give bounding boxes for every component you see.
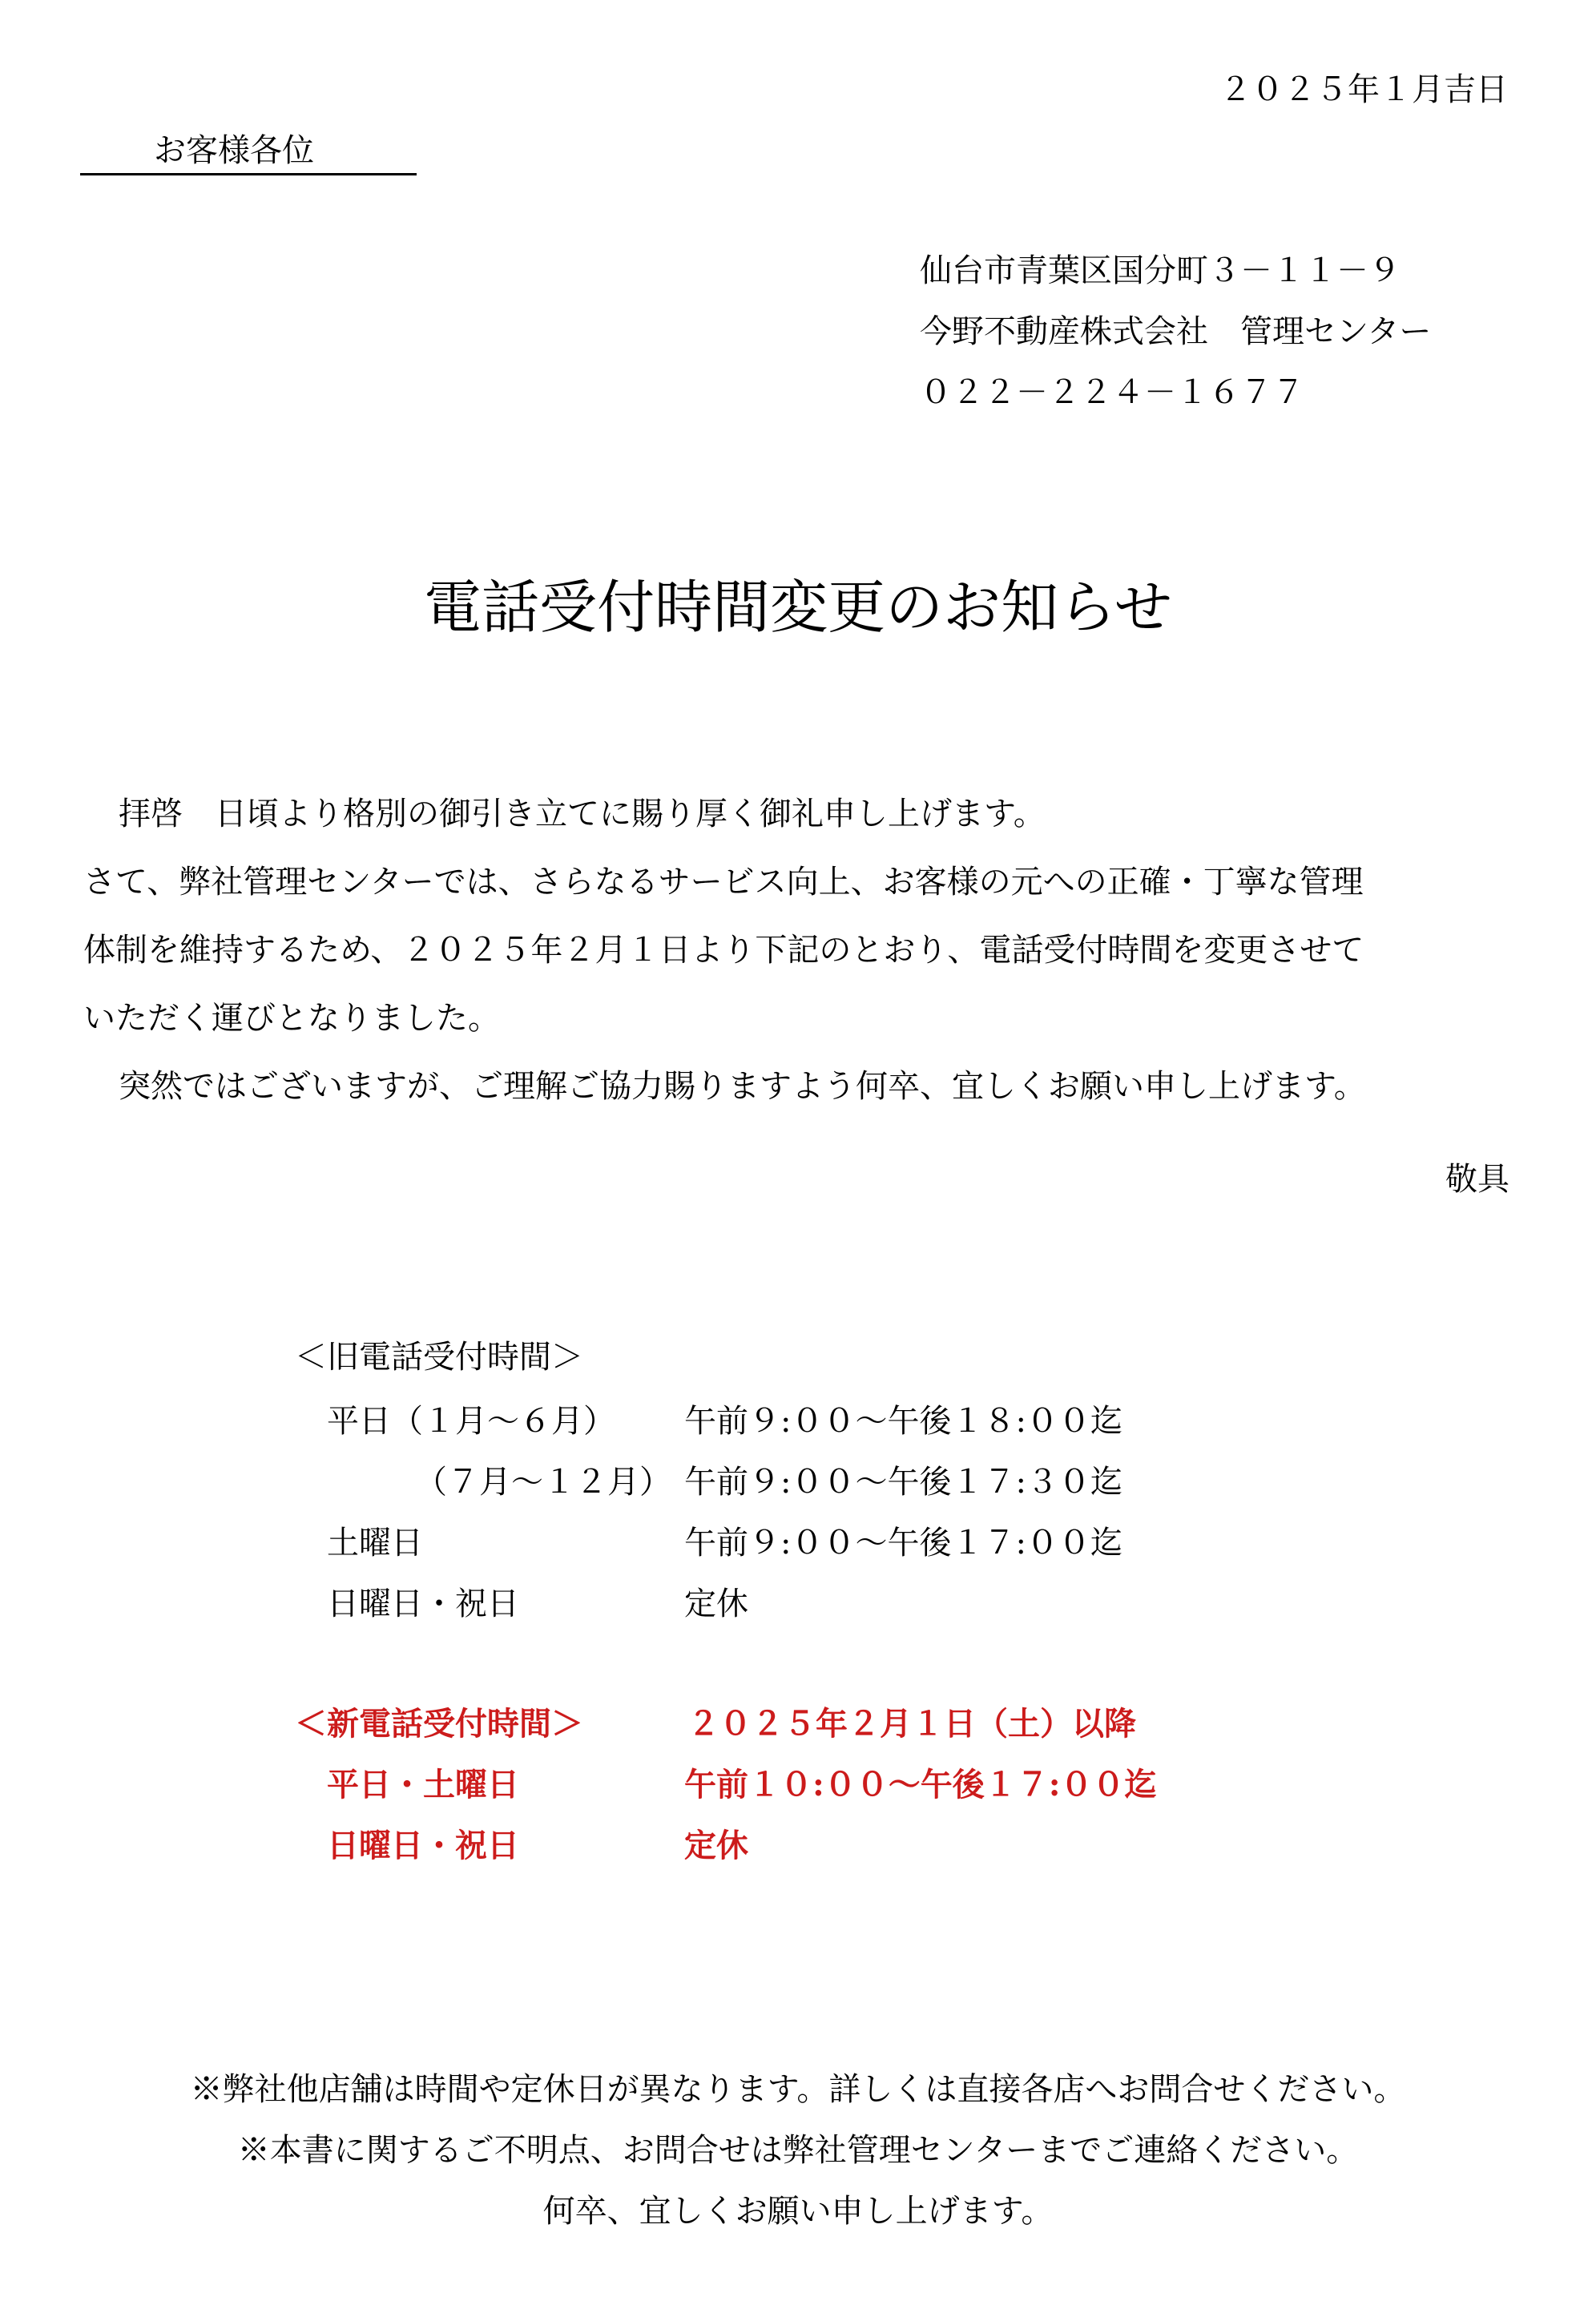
sender-phone: ０２２－２２４－１６７７: [920, 374, 1304, 411]
old-hours-label: 平日（１月～６月）: [327, 1403, 615, 1440]
old-hours-row: [327, 1527, 1288, 1562]
new-hours-heading-row: [295, 1705, 1336, 1743]
document-title: 電話受付時間変更のお知らせ: [424, 574, 1172, 641]
body-line: さて、弊社管理センターでは、さらなるサービス向上、お客様の元への正確・丁寧な管理: [83, 864, 1364, 901]
old-hours-label: 土曜日: [327, 1525, 423, 1562]
new-hours-effective-date: ２０２５年２月１日（土）以降: [687, 1705, 1136, 1743]
recipient-line: [80, 132, 417, 175]
old-hours-row: [327, 1466, 1288, 1501]
recipient: お客様各位: [154, 132, 314, 169]
old-hours-value: 定休: [684, 1586, 748, 1622]
issue-date: ２０２５年１月吉日: [1219, 71, 1508, 108]
body-line: 突然ではございますが、ご理解ご協力賜りますよう何卒、宜しくお願い申し上げます。: [119, 1068, 1366, 1105]
sender-block: [920, 252, 1432, 437]
closing-remark: 敬具: [1445, 1161, 1509, 1198]
new-hours-value: 午前１０:００～午後１７:００迄: [684, 1766, 1157, 1803]
old-hours-value: 午前９:００～午後１７:００迄: [684, 1525, 1122, 1562]
footer-note: ※弊社他店舗は時間や定休日が異なります。詳しくは直接各店へお問合せください。: [190, 2071, 1406, 2108]
body-line: いただく運びとなりました。: [83, 1000, 500, 1037]
body-line: 拝啓 日頃より格別の御引き立てに賜り厚く御礼申し上げます。: [119, 796, 1046, 832]
old-hours-value: 午前９:００～午後１８:００迄: [684, 1403, 1122, 1440]
footer-notes: [0, 2073, 1596, 2256]
old-hours-label: 日曜日・祝日: [327, 1586, 519, 1622]
sender-address: 仙台市青葉区国分町３－１１－９: [920, 252, 1401, 289]
body-text: [83, 798, 1517, 1138]
new-hours-label: 平日・土曜日: [327, 1766, 519, 1803]
footer-note: 何卒、宜しくお願い申し上げます。: [542, 2193, 1054, 2230]
new-hours-label: 日曜日・祝日: [327, 1827, 519, 1864]
sender-company: 今野不動産株式会社 管理センター: [920, 313, 1432, 350]
old-hours-heading: ＜旧電話受付時間＞: [295, 1339, 583, 1376]
new-hours-value: 定休: [684, 1827, 748, 1864]
old-hours-label: （７月～１２月）: [415, 1464, 671, 1501]
footer-note: ※本書に関するご不明点、お問合せは弊社管理センターまでご連絡ください。: [237, 2132, 1359, 2169]
body-line: 体制を維持するため、２０２５年２月１日より下記のとおり、電話受付時間を変更させて: [83, 932, 1364, 969]
old-hours-value: 午前９:００～午後１７:３０迄: [684, 1464, 1122, 1501]
old-hours-row: [327, 1588, 1288, 1623]
new-hours-heading: ＜新電話受付時間＞: [295, 1705, 583, 1743]
new-hours-row: [327, 1827, 1368, 1865]
new-hours-row: [327, 1766, 1368, 1804]
old-hours-row: [327, 1405, 1288, 1441]
